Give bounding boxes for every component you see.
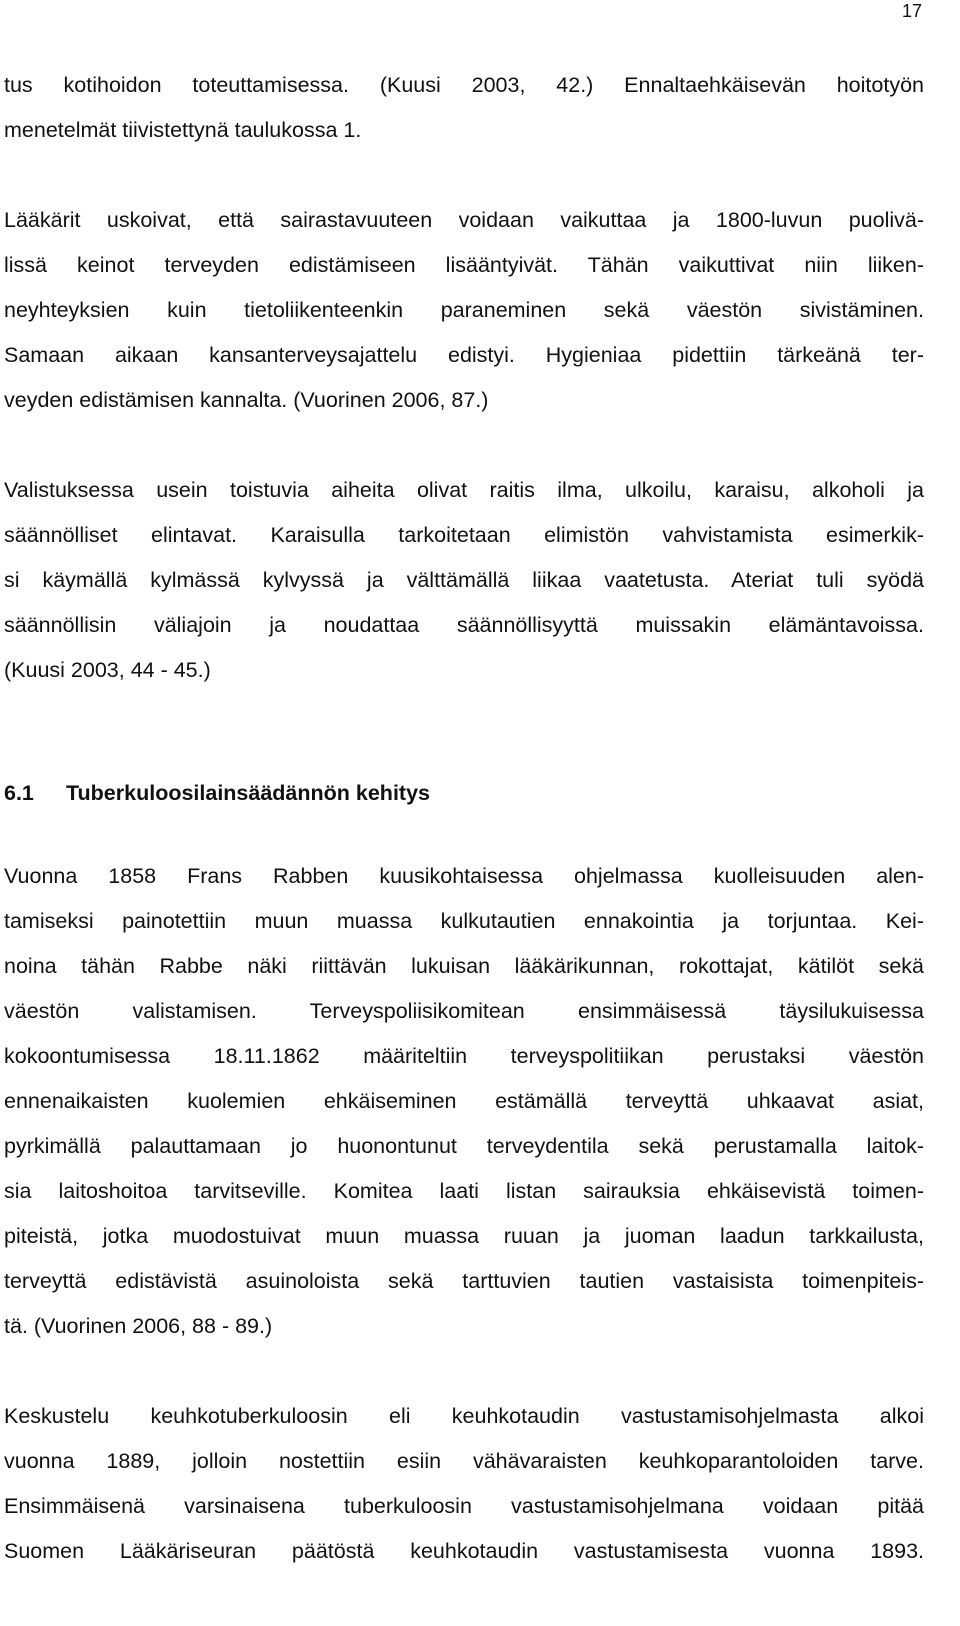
- text-line: si käymällä kylmässä kylvyssä ja välttämällä liikaa vaatetusta. Ateriat tuli syödä: [4, 568, 924, 592]
- text-line: säännöllisin väliajoin ja noudattaa säännöllisyyttä muissakin elämäntavoissa.: [4, 613, 924, 637]
- text-line: Keskustelu keuhkotuberkuloosin eli keuhkotaudin vastustamisohjelmasta alkoi: [4, 1404, 924, 1428]
- text-line: tä. (Vuorinen 2006, 88 - 89.): [4, 1314, 273, 1338]
- text-line: lissä keinot terveyden edistämiseen lisääntyivät. Tähän vaikuttivat niin liiken-: [4, 253, 924, 277]
- text-line: neyhteyksien kuin tietoliikenteenkin paraneminen sekä väestön sivistäminen.: [4, 298, 924, 322]
- text-line: sia laitoshoitoa tarvitseville. Komitea laati listan sairauksia ehkäisevistä toimen-: [4, 1179, 924, 1203]
- text-line: väestön valistamisen. Terveyspoliisikomitean ensimmäisessä täysilukuisessa: [4, 999, 924, 1023]
- text-line: tamiseksi painotettiin muun muassa kulkutautien ennakointia ja torjuntaa. Kei-: [4, 909, 924, 933]
- text-line: menetelmät tiivistettynä taulukossa 1.: [4, 118, 362, 142]
- section-number: 6.1: [4, 781, 34, 805]
- text-line: Valistuksessa usein toistuvia aiheita olivat raitis ilma, ulkoilu, karaisu, alkoholi ja: [4, 478, 924, 502]
- text-line: piteistä, jotka muodostuivat muun muassa ruuan ja juoman laadun tarkkailusta,: [4, 1224, 924, 1248]
- section-title: Tuberkuloosilainsäädännön kehitys: [66, 781, 430, 805]
- text-line: kokoontumisessa 18.11.1862 määriteltiin terveyspolitiikan perustaksi väestön: [4, 1044, 924, 1068]
- text-line: Vuonna 1858 Frans Rabben kuusikohtaisessa ohjelmassa kuolleisuuden alen-: [4, 864, 924, 888]
- text-line: säännölliset elintavat. Karaisulla tarkoitetaan elimistön vahvistamista esimerkik-: [4, 523, 924, 547]
- page-number: 17: [901, 1, 922, 21]
- text-line: pyrkimällä palauttamaan jo huonontunut terveydentila sekä perustamalla laitok-: [4, 1134, 924, 1158]
- text-line: tus kotihoidon toteuttamisessa. (Kuusi 2003, 42.) Ennaltaehkäisevän hoitotyön: [4, 73, 924, 97]
- text-line: Ensimmäisenä varsinaisena tuberkuloosin vastustamisohjelmana voidaan pitää: [4, 1494, 924, 1518]
- text-line: Samaan aikaan kansanterveysajattelu edistyi. Hygieniaa pidettiin tärkeänä ter-: [4, 343, 924, 367]
- text-line: ennenaikaisten kuolemien ehkäiseminen estämällä terveyttä uhkaavat asiat,: [4, 1089, 924, 1113]
- text-line: noina tähän Rabbe näki riittävän lukuisan lääkärikunnan, rokottajat, kätilöt sekä: [4, 954, 924, 978]
- text-line: Suomen Lääkäriseuran päätöstä keuhkotaudin vastustamisesta vuonna 1893.: [4, 1539, 924, 1563]
- text-line: (Kuusi 2003, 44 - 45.): [4, 658, 211, 682]
- text-line: terveyttä edistävistä asuinoloista sekä tarttuvien tautien vastaisista toimenpiteis-: [4, 1269, 924, 1293]
- text-line: vuonna 1889, jolloin nostettiin esiin vähävaraisten keuhkoparantoloiden tarve.: [4, 1449, 924, 1473]
- section-heading: [4, 780, 924, 806]
- text-line: Lääkärit uskoivat, että sairastavuuteen voidaan vaikuttaa ja 1800-luvun puolivä-: [4, 208, 924, 232]
- text-line: veyden edistämisen kannalta. (Vuorinen 2006, 87.): [4, 388, 489, 412]
